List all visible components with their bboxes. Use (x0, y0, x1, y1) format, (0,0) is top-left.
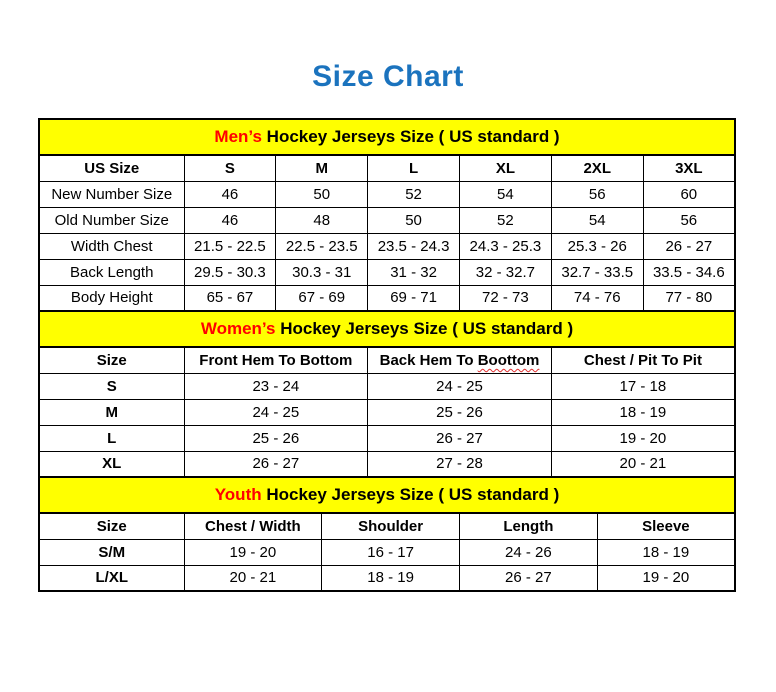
cell-value: 69 - 71 (368, 285, 460, 311)
mens-banner-row (39, 119, 735, 155)
cell-value: 29.5 - 30.3 (184, 259, 276, 285)
womens-banner-row (39, 311, 735, 347)
womens-column-header: Front Hem To Bottom (184, 347, 368, 373)
row-label: M (39, 399, 184, 425)
womens-table-row (39, 425, 735, 451)
womens-table-row (39, 399, 735, 425)
cell-value: 65 - 67 (184, 285, 276, 311)
misspelled-word: Boottom (477, 351, 540, 369)
cell-value: 23 - 24 (184, 373, 368, 399)
womens-column-header: Size (39, 347, 184, 373)
youth-column-header: Length (460, 513, 598, 539)
youth-table-row (39, 565, 735, 591)
womens-column-header: Chest / Pit To Pit (551, 347, 735, 373)
cell-value: 50 (276, 181, 368, 207)
row-label: Old Number Size (39, 207, 184, 233)
cell-value: 20 - 21 (551, 451, 735, 477)
womens-header-row (39, 347, 735, 373)
cell-value: 46 (184, 181, 276, 207)
cell-value: 72 - 73 (459, 285, 551, 311)
cell-value: 56 (551, 181, 643, 207)
cell-value: 19 - 20 (597, 565, 735, 591)
cell-value: 25.3 - 26 (551, 233, 643, 259)
mens-banner-text: Hockey Jerseys Size ( US standard ) (261, 127, 560, 146)
youth-banner-row (39, 477, 735, 513)
cell-value: 77 - 80 (643, 285, 735, 311)
youth-table (38, 476, 736, 592)
cell-value: 18 - 19 (597, 539, 735, 565)
womens-column-header: Back Hem To Boottom (368, 347, 552, 373)
mens-column-header: 2XL (551, 155, 643, 181)
cell-value: 26 - 27 (643, 233, 735, 259)
cell-value: 26 - 27 (460, 565, 598, 591)
mens-header-row (39, 155, 735, 181)
youth-table-row (39, 539, 735, 565)
womens-banner-text: Hockey Jerseys Size ( US standard ) (275, 319, 574, 338)
cell-value: 24 - 25 (368, 373, 552, 399)
cell-value: 26 - 27 (184, 451, 368, 477)
cell-value: 17 - 18 (551, 373, 735, 399)
cell-value: 16 - 17 (322, 539, 460, 565)
cell-value: 26 - 27 (368, 425, 552, 451)
cell-value: 18 - 19 (322, 565, 460, 591)
mens-table-row (39, 207, 735, 233)
cell-value: 27 - 28 (368, 451, 552, 477)
row-label: Body Height (39, 285, 184, 311)
youth-banner-text: Hockey Jerseys Size ( US standard ) (261, 485, 560, 504)
cell-value: 22.5 - 23.5 (276, 233, 368, 259)
cell-value: 24 - 25 (184, 399, 368, 425)
cell-value: 50 (368, 207, 460, 233)
cell-value: 67 - 69 (276, 285, 368, 311)
cell-value: 56 (643, 207, 735, 233)
row-label: Width Chest (39, 233, 184, 259)
page-title: Size Chart (312, 60, 464, 93)
youth-column-header: Sleeve (597, 513, 735, 539)
row-label: S (39, 373, 184, 399)
cell-value: 60 (643, 181, 735, 207)
mens-table-row (39, 285, 735, 311)
mens-banner-highlight: Men’s (214, 127, 262, 146)
cell-value: 54 (459, 181, 551, 207)
mens-table (38, 118, 736, 312)
cell-value: 25 - 26 (368, 399, 552, 425)
cell-value: 52 (459, 207, 551, 233)
row-label: L (39, 425, 184, 451)
cell-value: 23.5 - 24.3 (368, 233, 460, 259)
mens-table-row (39, 259, 735, 285)
youth-section-banner (39, 477, 735, 513)
cell-value: 25 - 26 (184, 425, 368, 451)
cell-value: 31 - 32 (368, 259, 460, 285)
mens-column-header: S (184, 155, 276, 181)
size-chart-tables (38, 118, 736, 592)
mens-column-header: 3XL (643, 155, 735, 181)
row-label: New Number Size (39, 181, 184, 207)
cell-value: 32 - 32.7 (459, 259, 551, 285)
row-label: XL (39, 451, 184, 477)
row-label: L/XL (39, 565, 184, 591)
youth-header-row (39, 513, 735, 539)
row-label: S/M (39, 539, 184, 565)
youth-banner-highlight: Youth (214, 485, 262, 504)
cell-value: 19 - 20 (184, 539, 322, 565)
cell-value: 19 - 20 (551, 425, 735, 451)
womens-table-row (39, 451, 735, 477)
mens-column-header: US Size (39, 155, 184, 181)
cell-value: 30.3 - 31 (276, 259, 368, 285)
mens-table-row (39, 233, 735, 259)
youth-column-header: Shoulder (322, 513, 460, 539)
mens-table-row (39, 181, 735, 207)
mens-column-header: M (276, 155, 368, 181)
cell-value: 54 (551, 207, 643, 233)
cell-value: 18 - 19 (551, 399, 735, 425)
mens-column-header: L (368, 155, 460, 181)
cell-value: 74 - 76 (551, 285, 643, 311)
cell-value: 52 (368, 181, 460, 207)
cell-value: 48 (276, 207, 368, 233)
womens-section-banner (39, 311, 735, 347)
cell-value: 24 - 26 (460, 539, 598, 565)
cell-value: 21.5 - 22.5 (184, 233, 276, 259)
youth-column-header: Chest / Width (184, 513, 322, 539)
row-label: Back Length (39, 259, 184, 285)
womens-table (38, 310, 736, 478)
cell-value: 46 (184, 207, 276, 233)
cell-value: 20 - 21 (184, 565, 322, 591)
cell-value: 24.3 - 25.3 (459, 233, 551, 259)
mens-section-banner (39, 119, 735, 155)
womens-banner-highlight: Women’s (200, 319, 276, 338)
cell-value: 33.5 - 34.6 (643, 259, 735, 285)
youth-column-header: Size (39, 513, 184, 539)
mens-column-header: XL (459, 155, 551, 181)
cell-value: 32.7 - 33.5 (551, 259, 643, 285)
womens-table-row (39, 373, 735, 399)
